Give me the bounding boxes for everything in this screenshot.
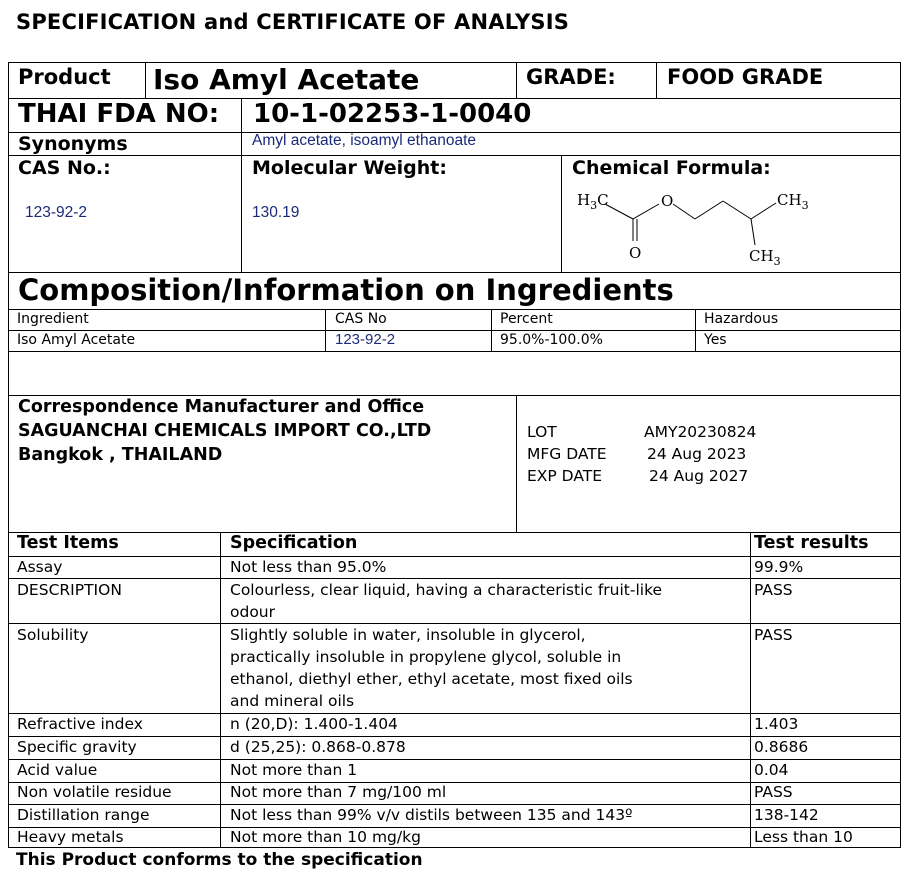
- test-item: Acid value: [17, 761, 98, 779]
- ester-oxygen-atom: O: [661, 192, 674, 210]
- test-spec: n (20,D): 1.400-1.404: [230, 715, 398, 733]
- manufacturer-location: Bangkok , THAILAND: [18, 445, 223, 465]
- lot-value: AMY20230824: [644, 423, 757, 441]
- tests-header-results: Test results: [754, 533, 869, 553]
- test-result: PASS: [754, 626, 793, 644]
- composition-cas: 123-92-2: [335, 331, 396, 348]
- test-spec: Slightly soluble in water, insoluble in glycerol,: [230, 626, 586, 644]
- test-item: Distillation range: [17, 806, 150, 824]
- test-result: 0.04: [754, 761, 789, 779]
- fda-number: 10-1-02253-1-0040: [253, 99, 532, 129]
- test-item: Non volatile residue: [17, 783, 172, 801]
- chemical-structure-diagram: [571, 181, 811, 269]
- product-name: Iso Amyl Acetate: [153, 63, 420, 96]
- test-result: 138-142: [754, 806, 819, 824]
- fda-label: THAI FDA NO:: [18, 99, 220, 129]
- test-spec: d (25,25): 0.868-0.878: [230, 738, 406, 756]
- test-result: 1.403: [754, 715, 799, 733]
- test-item: Specific gravity: [17, 738, 137, 756]
- test-spec: Not less than 95.0%: [230, 558, 387, 576]
- manufacturer-heading: Correspondence Manufacturer and Office: [18, 397, 425, 417]
- test-result: PASS: [754, 783, 793, 801]
- manufacturer-company: SAGUANCHAI CHEMICALS IMPORT CO.,LTD: [18, 421, 432, 441]
- tests-header-specification: Specification: [230, 533, 358, 553]
- test-spec: ethanol, diethyl ether, ethyl acetate, most fixed oils: [230, 670, 633, 688]
- test-item: Refractive index: [17, 715, 143, 733]
- test-spec: Colourless, clear liquid, having a characteristic fruit-like: [230, 581, 663, 599]
- h3c-atom: $H_3C$: [577, 191, 609, 212]
- test-result: Less than 10: [754, 828, 853, 846]
- grade-value: FOOD GRADE: [667, 65, 824, 89]
- test-item: Solubility: [17, 626, 89, 644]
- test-spec: Not more than 10 mg/kg: [230, 828, 421, 846]
- conformance-statement: This Product conforms to the specification: [16, 850, 423, 870]
- test-spec: Not more than 1: [230, 761, 358, 779]
- test-item: Heavy metals: [17, 828, 124, 846]
- molecular-weight-value: 130.19: [252, 204, 300, 221]
- test-spec: Not less than 99% v/v distils between 135 and 143º: [230, 806, 633, 824]
- cas-label: CAS No.:: [18, 157, 111, 179]
- tests-header-items: Test Items: [17, 533, 119, 553]
- test-result: 0.8686: [754, 738, 809, 756]
- methyl-bottom-atom: $CH_3$: [749, 247, 781, 268]
- test-item: DESCRIPTION: [17, 581, 122, 599]
- molecular-weight-label: Molecular Weight:: [252, 157, 447, 179]
- composition-hazardous: Yes: [704, 332, 727, 348]
- composition-header-ingredient: Ingredient: [17, 311, 89, 327]
- certificate-table: [8, 62, 901, 848]
- mfg-date-label: MFG DATE: [527, 445, 607, 463]
- composition-ingredient: Iso Amyl Acetate: [17, 332, 136, 348]
- page-title: SPECIFICATION and CERTIFICATE OF ANALYSIS: [16, 10, 570, 34]
- composition-header-cas: CAS No: [335, 311, 387, 327]
- carbonyl-oxygen-atom: O: [629, 244, 642, 262]
- composition-heading: Composition/Information on Ingredients: [18, 273, 674, 307]
- chemical-formula-label: Chemical Formula:: [572, 157, 771, 179]
- product-label: Product: [18, 65, 111, 89]
- exp-date-label: EXP DATE: [527, 467, 603, 485]
- test-spec: and mineral oils: [230, 692, 355, 710]
- exp-date-value: 24 Aug 2027: [649, 467, 749, 485]
- lot-label: LOT: [527, 423, 557, 441]
- test-item: Assay: [17, 558, 63, 576]
- composition-header-hazardous: Hazardous: [704, 311, 779, 327]
- methyl-top-atom: $CH_3$: [777, 191, 809, 212]
- test-spec: odour: [230, 603, 276, 621]
- grade-label: GRADE:: [526, 65, 616, 89]
- synonyms-value: Amyl acetate, isoamyl ethanoate: [252, 132, 477, 149]
- cas-value: 123-92-2: [25, 204, 88, 221]
- composition-header-percent: Percent: [500, 311, 553, 327]
- test-spec: Not more than 7 mg/100 ml: [230, 783, 447, 801]
- test-result: 99.9%: [754, 558, 804, 576]
- test-result: PASS: [754, 581, 793, 599]
- test-spec: practically insoluble in propylene glycol, soluble in: [230, 648, 622, 666]
- composition-percent: 95.0%-100.0%: [500, 332, 603, 348]
- mfg-date-value: 24 Aug 2023: [647, 445, 747, 463]
- synonyms-label: Synonyms: [18, 133, 128, 155]
